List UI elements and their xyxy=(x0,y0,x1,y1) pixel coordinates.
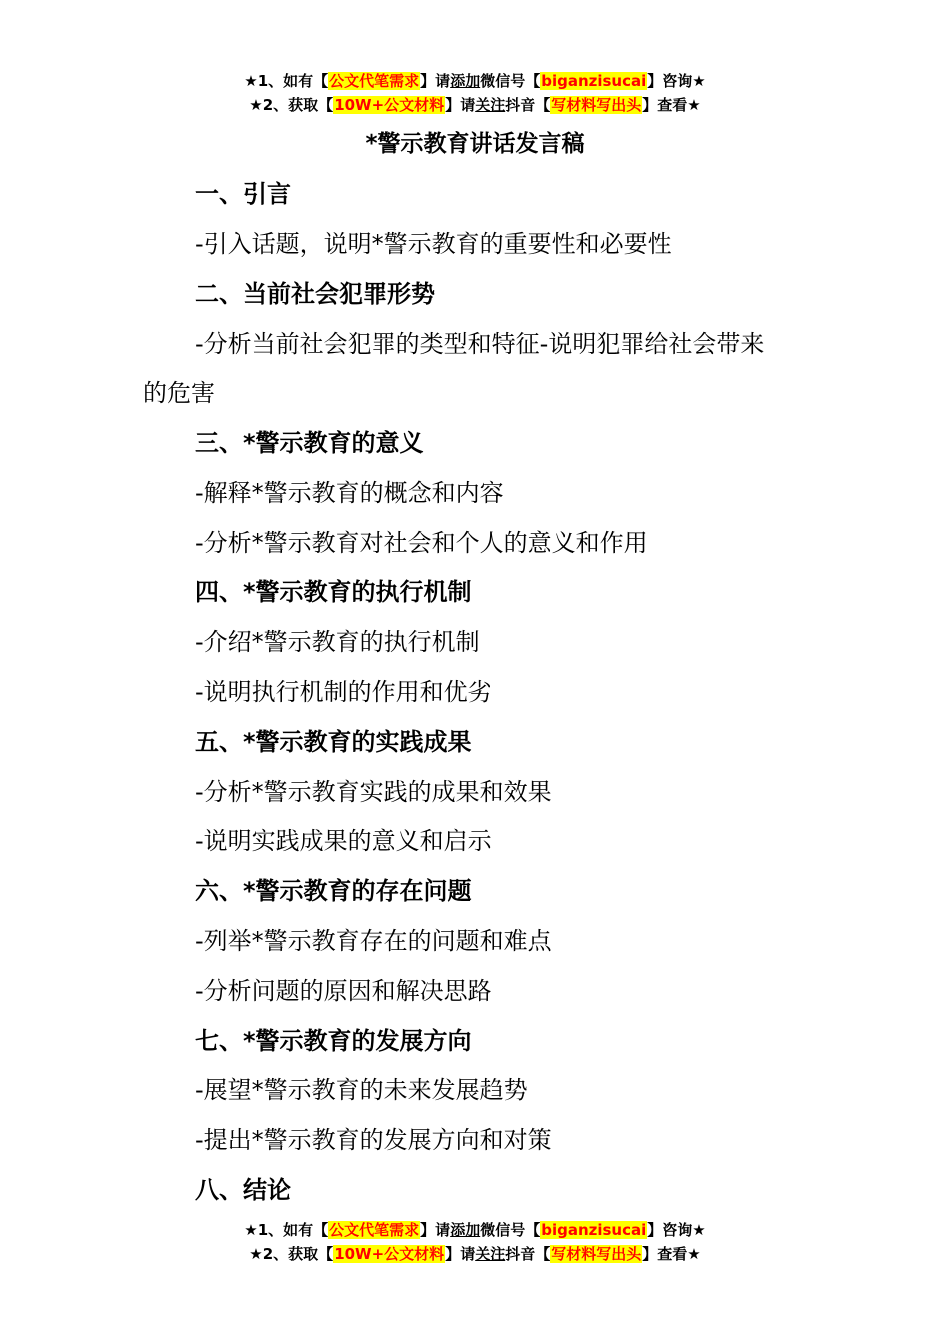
section-heading: 一、引言 xyxy=(195,180,291,208)
section-item: -列举*警示教育存在的问题和难点 xyxy=(195,927,552,955)
section-item: -解释*警示教育的概念和内容 xyxy=(195,479,504,507)
promo-underline: 添加 xyxy=(450,1221,481,1239)
section-item: -展望*警示教育的未来发展趋势 xyxy=(195,1076,528,1104)
promo-underline: 关注 xyxy=(475,96,506,114)
section-item: -说明执行机制的作用和优劣 xyxy=(195,678,492,706)
promo-text: 抖音【 xyxy=(505,96,551,114)
section-heading: 六、*警示教育的存在问题 xyxy=(195,877,472,905)
section-item-continued: 的危害 xyxy=(143,379,215,407)
promo-highlight: 10W+公文材料 xyxy=(334,96,445,114)
promo-highlight: 10W+公文材料 xyxy=(334,1245,445,1263)
section-item: -提出*警示教育的发展方向和对策 xyxy=(195,1126,552,1154)
section-heading: 二、当前社会犯罪形势 xyxy=(195,280,435,308)
section-heading: 五、*警示教育的实践成果 xyxy=(195,728,472,756)
section-item: -分析*警示教育对社会和个人的意义和作用 xyxy=(195,529,648,557)
section-item: -分析问题的原因和解决思路 xyxy=(195,977,492,1005)
promo-text: ★1、如有【 xyxy=(244,1221,329,1239)
promo-text: ★2、获取【 xyxy=(249,1245,334,1263)
promo-text: 微信号【 xyxy=(480,1221,541,1239)
promo-bottom-line-1 xyxy=(0,1220,950,1240)
promo-top-line-1 xyxy=(0,71,950,91)
section-heading: 八、结论 xyxy=(195,1176,291,1204)
promo-bottom-line-2 xyxy=(0,1244,950,1264)
promo-text: 】请 xyxy=(445,96,476,114)
section-heading: 三、*警示教育的意义 xyxy=(195,429,424,457)
promo-text: 】查看★ xyxy=(642,96,701,114)
document-title: *警示教育讲话发言稿 xyxy=(365,131,585,157)
section-item: -说明实践成果的意义和启示 xyxy=(195,827,492,855)
promo-text: 】咨询★ xyxy=(647,1221,706,1239)
promo-highlight: 写材料写出头 xyxy=(551,1245,642,1263)
promo-text: 抖音【 xyxy=(505,1245,551,1263)
section-heading: 七、*警示教育的发展方向 xyxy=(195,1027,472,1055)
promo-highlight: 公文代笔需求 xyxy=(329,72,420,90)
promo-text: 】请 xyxy=(420,72,451,90)
section-item: -分析当前社会犯罪的类型和特征-说明犯罪给社会带来 xyxy=(195,330,765,358)
promo-text: 】查看★ xyxy=(642,1245,701,1263)
promo-text: 微信号【 xyxy=(480,72,541,90)
section-item: -分析*警示教育实践的成果和效果 xyxy=(195,778,552,806)
promo-highlight: 公文代笔需求 xyxy=(329,1221,420,1239)
promo-highlight: biganzisucai xyxy=(541,1221,647,1239)
promo-text: 】请 xyxy=(420,1221,451,1239)
promo-text: 】咨询★ xyxy=(647,72,706,90)
section-heading: 四、*警示教育的执行机制 xyxy=(195,578,472,606)
section-item: -介绍*警示教育的执行机制 xyxy=(195,628,480,656)
promo-underline: 关注 xyxy=(475,1245,506,1263)
section-item: -引入话题，说明*警示教育的重要性和必要性 xyxy=(195,230,672,258)
promo-top-line-2 xyxy=(0,95,950,115)
promo-text: 】请 xyxy=(445,1245,476,1263)
promo-text: ★1、如有【 xyxy=(244,72,329,90)
promo-text: ★2、获取【 xyxy=(249,96,334,114)
promo-highlight: 写材料写出头 xyxy=(551,96,642,114)
promo-underline: 添加 xyxy=(450,72,481,90)
promo-highlight: biganzisucai xyxy=(541,72,647,90)
